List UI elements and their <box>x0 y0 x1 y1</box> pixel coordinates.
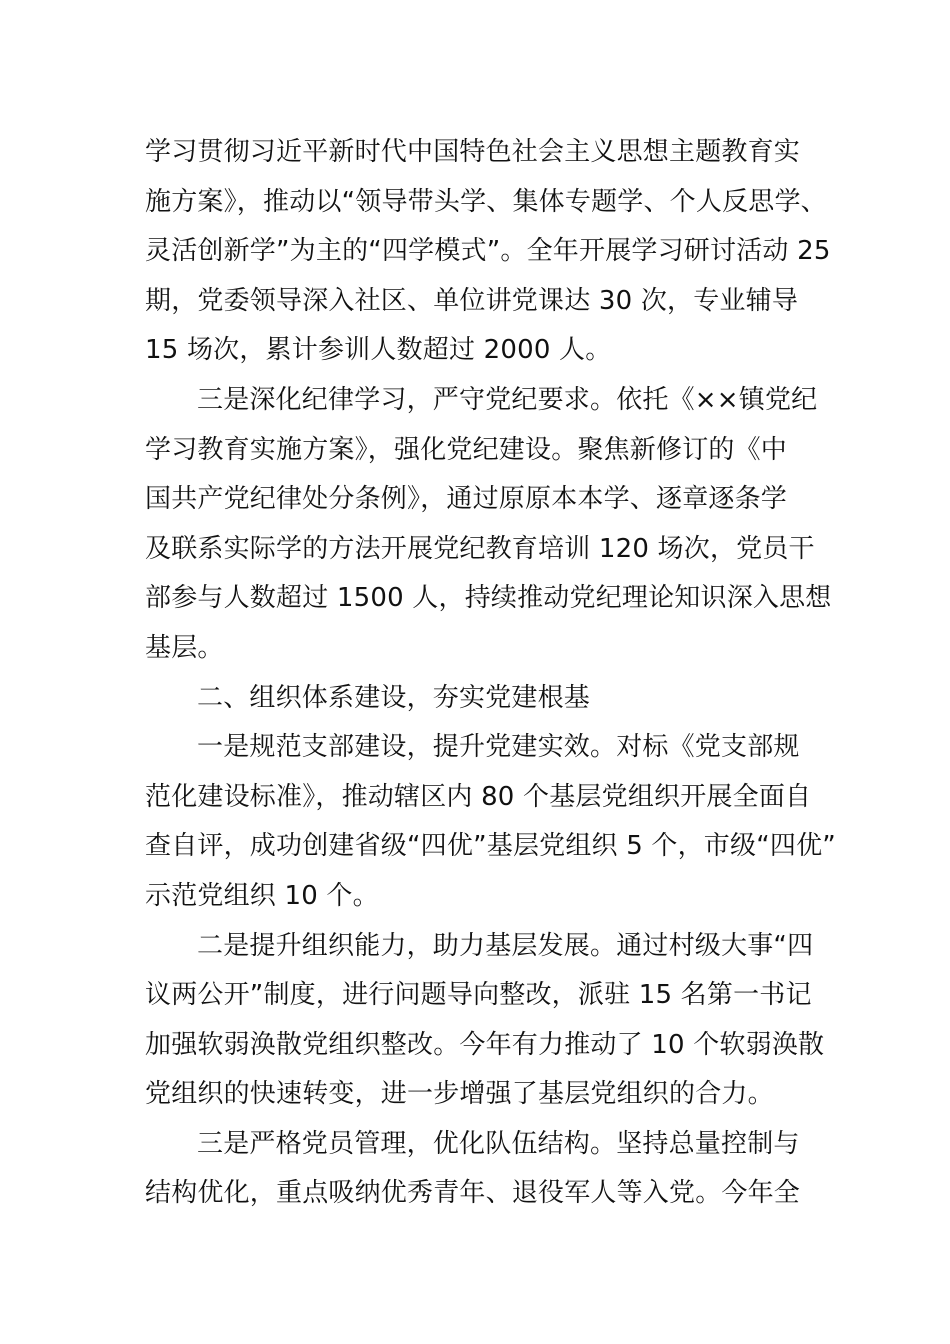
text-line: 示范党组织 10 个。 <box>145 880 379 911</box>
text-line: 学习教育实施方案》，强化党纪建设。聚焦新修订的《中 <box>145 434 788 465</box>
text-line: 议两公开”制度，进行问题导向整改，派驻 15 名第一书记 <box>145 980 812 1011</box>
text-line: 加强软弱涣散党组织整改。今年有力推动了 10 个软弱涣散 <box>145 1029 825 1060</box>
paragraph-start-line: 二是提升组织能力，助力基层发展。通过村级大事“四 <box>197 930 814 961</box>
text-line: 国共产党纪律处分条例》，通过原原本本学、逐章逐条学 <box>145 484 788 515</box>
text-line: 施方案》，推动以“领导带头学、集体专题学、个人反思学、 <box>145 186 827 217</box>
text-line: 结构优化，重点吸纳优秀青年、退役军人等入党。今年全 <box>145 1178 801 1209</box>
paragraph-start-line: 一是规范支部建设，提升党建实效。对标《党支部规 <box>197 732 800 763</box>
text-line: 学习贯彻习近平新时代中国特色社会主义思想主题教育实 <box>145 137 801 167</box>
document-body <box>145 128 836 1219</box>
text-line: 范化建设标准》，推动辖区内 80 个基层党组织开展全面自 <box>145 781 812 812</box>
text-line: 灵活创新学”为主的“四学模式”。全年开展学习研讨活动 25 <box>145 236 831 267</box>
text-line: 及联系实际学的方法开展党纪教育培训 120 场次，党员干 <box>145 533 815 564</box>
text-line: 查自评，成功创建省级“四优”基层党组织 5 个，市级“四优” <box>145 831 836 862</box>
section-heading: 二、组织体系建设，夯实党建根基 <box>197 682 591 713</box>
text-line: 基层。 <box>145 632 224 663</box>
text-line: 期，党委领导深入社区、单位讲党课达 30 次，专业辅导 <box>145 285 799 316</box>
text-line: 15 场次，累计参训人数超过 2000 人。 <box>145 335 612 366</box>
text-line: 部参与人数超过 1500 人，持续推动党纪理论知识深入思想 <box>145 583 832 614</box>
paragraph-start-line: 三是深化纪律学习，严守党纪要求。依托《××镇党纪 <box>197 384 818 415</box>
text-line: 党组织的快速转变，进一步增强了基层党组织的合力。 <box>145 1079 774 1110</box>
paragraph-start-line: 三是严格党员管理，优化队伍结构。坚持总量控制与 <box>197 1128 800 1159</box>
